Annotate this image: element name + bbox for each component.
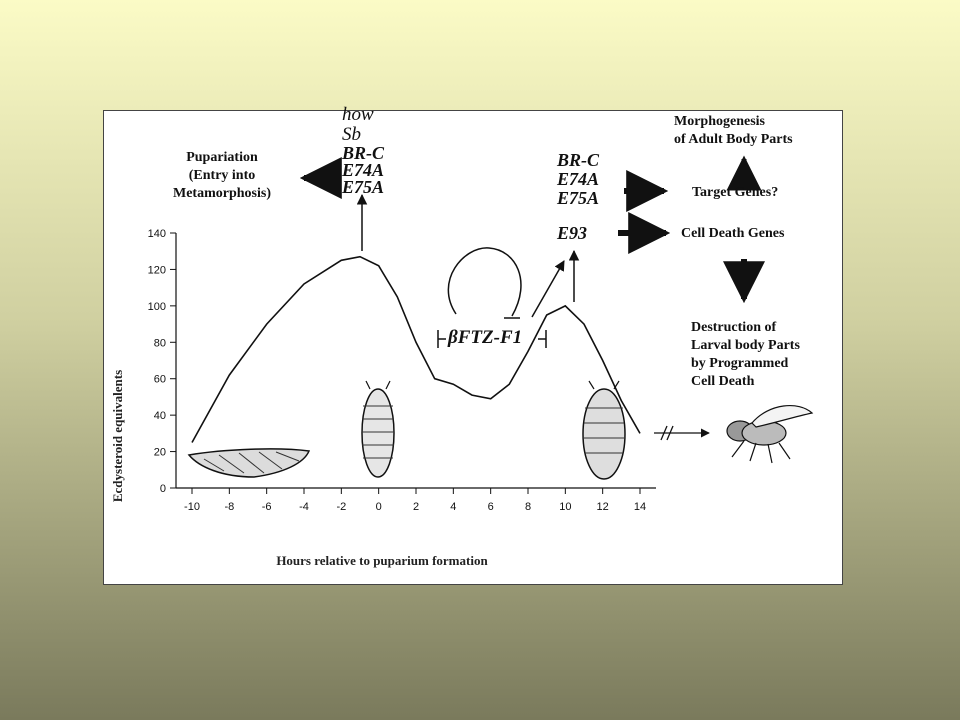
y-tick-label: 120 (147, 264, 166, 277)
figure-panel (103, 104, 843, 585)
x-tick-label: -2 (336, 501, 347, 513)
ecdysteroid-titer-line (192, 257, 640, 443)
target-genes-label: Target Genes? (692, 185, 779, 200)
y-tick-label: 60 (153, 373, 166, 386)
gene-e93: E93 (557, 223, 588, 243)
x-tick-label: 10 (559, 501, 572, 513)
prepupa-illustration (362, 381, 394, 477)
x-tick-label: 6 (487, 501, 494, 513)
x-tick-label: -8 (224, 501, 235, 513)
feedback-loop (448, 248, 521, 316)
cell-death-genes-label: Cell Death Genes (681, 226, 785, 241)
destruction-line: Cell Death (691, 374, 755, 389)
y-tick-label: 0 (159, 483, 166, 495)
pupariation-line: Metamorphosis) (173, 186, 271, 201)
x-axis-label: Hours relative to puparium formation (276, 553, 488, 568)
x-tick-label: 12 (596, 501, 609, 513)
pupariation-line: Pupariation (186, 150, 258, 165)
gene-brc: BR-C (342, 143, 385, 163)
x-tick-label: 8 (524, 501, 532, 513)
x-tick-label: -4 (299, 501, 309, 513)
x-tick-label: -10 (184, 501, 200, 513)
morphogenesis-label (674, 113, 842, 149)
destruction-line: Larval body Parts (691, 338, 800, 353)
y-axis-label: Ecdysteroid equivalents (110, 369, 125, 503)
y-tick-label: 40 (153, 410, 166, 423)
ftz-label: βFTZ-F1 (448, 327, 523, 348)
y-tick-label: 80 (153, 337, 166, 350)
x-tick-label: 4 (450, 501, 457, 513)
gene-e75a: E75A (342, 177, 385, 197)
gene-brc: BR-C (557, 150, 600, 170)
adult-fly-illustration (727, 406, 812, 463)
y-tick-label: 100 (147, 300, 166, 313)
gene-list-late (557, 151, 599, 243)
y-tick-label: 140 (147, 228, 166, 240)
gene-e74a: E74A (342, 160, 385, 180)
destruction-line: by Programmed (691, 356, 789, 371)
gene-list-early (342, 105, 384, 196)
destruction-line: Destruction of (691, 320, 777, 335)
morphogenesis-line: of Adult Body Parts (674, 132, 793, 147)
x-tick-label: 2 (412, 501, 420, 513)
pupariation-line: (Entry into (188, 168, 256, 183)
y-tick-label: 20 (153, 446, 166, 459)
x-tick-label: -6 (261, 501, 272, 513)
x-tick-label: 0 (375, 501, 382, 513)
pupariation-label (152, 149, 292, 203)
gene-e74a: E74A (557, 169, 600, 189)
morphogenesis-line: Morphogenesis (674, 114, 765, 129)
gene-how: how (342, 104, 374, 125)
gene-sb: Sb (342, 124, 361, 145)
destruction-label (691, 319, 841, 391)
gene-e75a: E75A (557, 188, 600, 208)
x-tick-label: 14 (633, 501, 647, 513)
larva-illustration (189, 449, 309, 477)
